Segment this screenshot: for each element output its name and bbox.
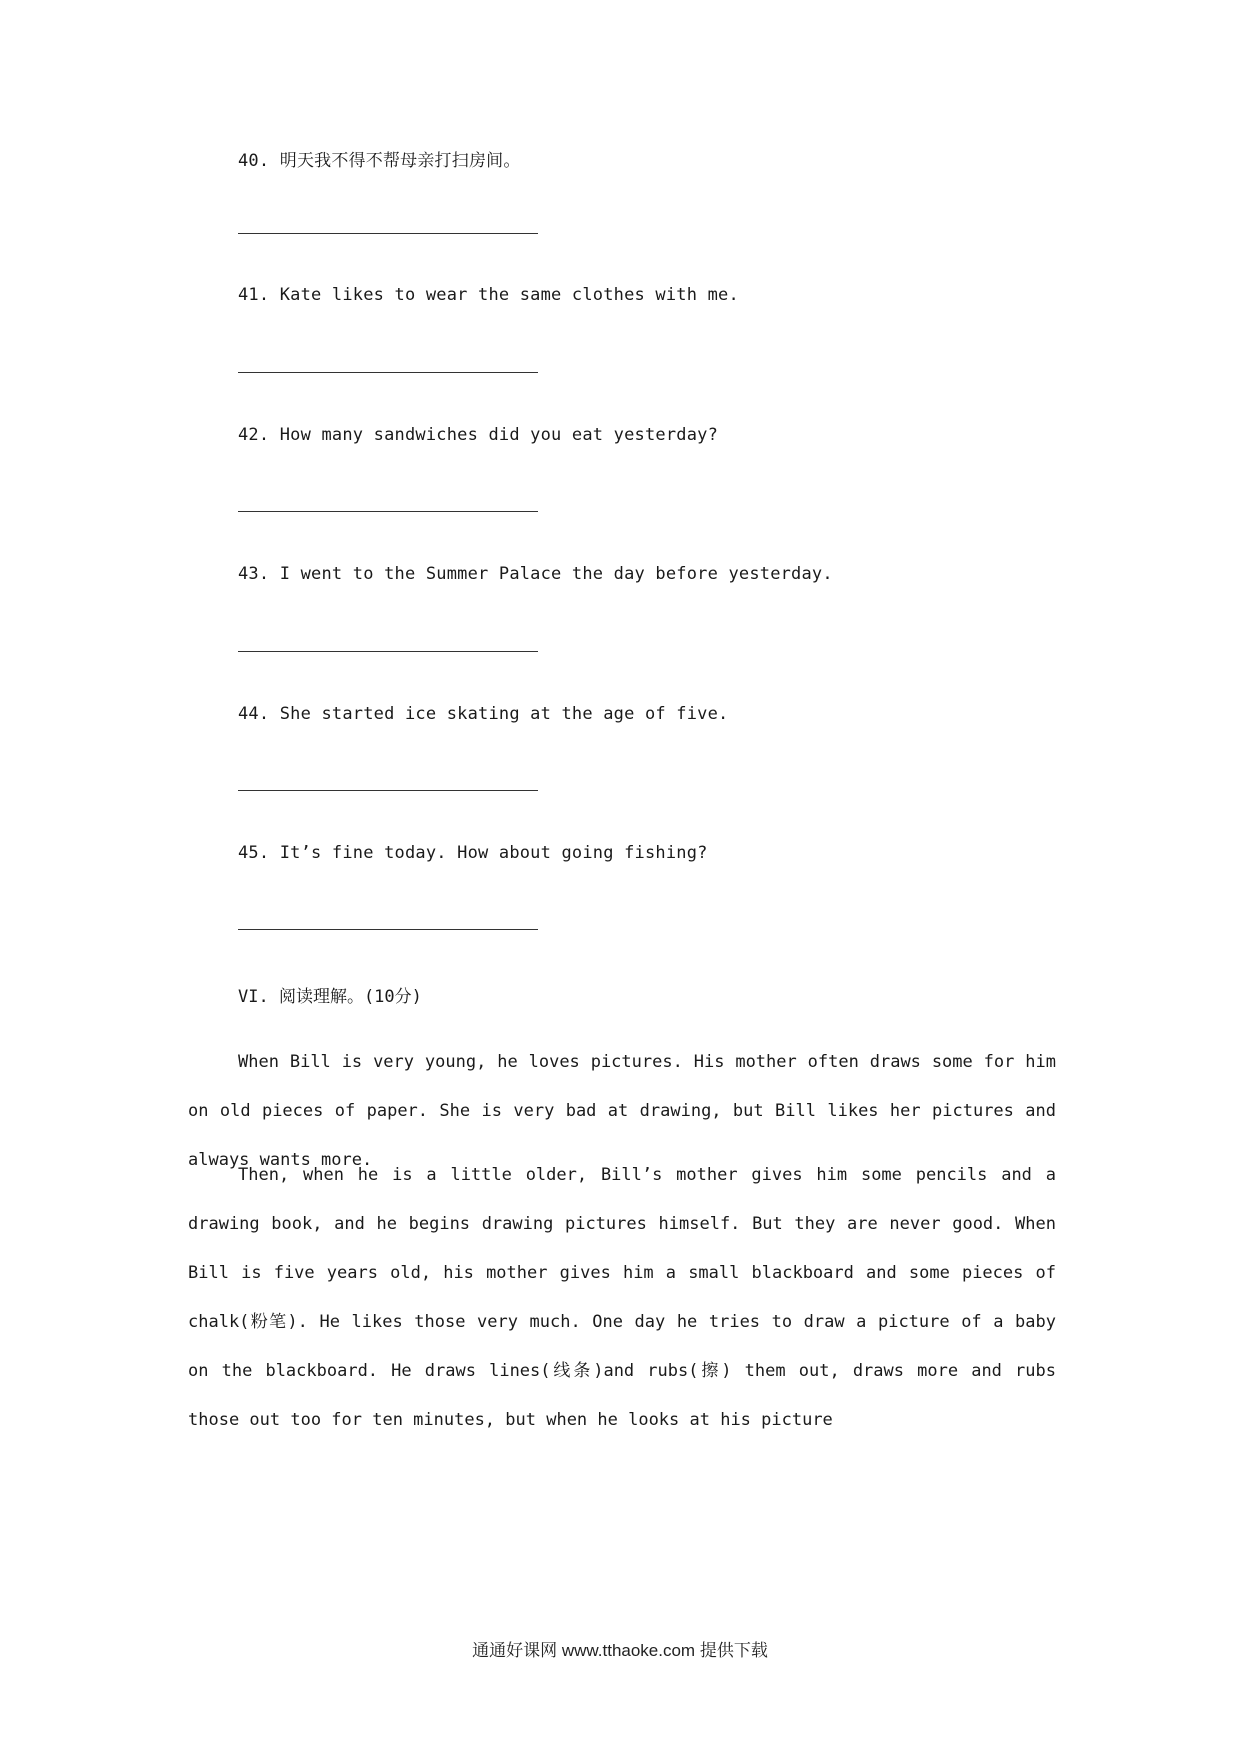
answer-blank-44[interactable] <box>238 790 538 791</box>
question-43 <box>238 564 833 584</box>
question-41 <box>238 285 739 305</box>
question-text: I went to the Summer Palace the day before yesterday. <box>279 564 833 584</box>
question-text: Kate likes to wear the same clothes with me. <box>279 285 739 305</box>
question-number: 45. <box>238 843 270 863</box>
question-number: 40. <box>238 151 270 171</box>
question-40 <box>238 146 521 171</box>
page-footer: 通通好课网 www.tthaoke.com 提供下载 <box>472 1641 768 1660</box>
answer-blank-41[interactable] <box>238 372 538 373</box>
question-number: 41. <box>238 285 270 305</box>
question-text: She started ice skating at the age of five. <box>279 704 729 724</box>
question-44 <box>238 704 728 724</box>
answer-blank-40[interactable] <box>238 233 538 234</box>
question-number: 42. <box>238 425 270 445</box>
question-number: 43. <box>238 564 270 584</box>
question-42 <box>238 425 718 445</box>
reading-passage-continued <box>188 1151 1056 1445</box>
passage-paragraph: Then, when he is a little older, Bill’s mother gives him some pencils and a drawing book, and he begins drawing pictures himself. But they are never good. When Bill is five years old, his mother gives him a small blackboard and some pieces of chalk(粉笔). He likes those very much. One day he tries to draw a picture of a baby on the blackboard. He draws lines(线条)and rubs(擦) them out, draws more and rubs those out too for ten minutes, but when he looks at his picture <box>188 1165 1056 1430</box>
question-text: 明天我不得不帮母亲打扫房间。 <box>279 151 521 171</box>
answer-blank-43[interactable] <box>238 651 538 652</box>
answer-blank-45[interactable] <box>238 929 538 930</box>
answer-blank-42[interactable] <box>238 511 538 512</box>
question-number: 44. <box>238 704 270 724</box>
section-heading: VI. 阅读理解。(10分) <box>238 987 422 1007</box>
passage-paragraph: When Bill is very young, he loves pictures. His mother often draws some for him on old pieces of paper. She is very bad at drawing, but Bill likes her pictures and always wants more. <box>188 1052 1056 1170</box>
question-45 <box>238 843 708 863</box>
question-text: It’s fine today. How about going fishing? <box>279 843 708 863</box>
question-text: How many sandwiches did you eat yesterday? <box>279 425 719 445</box>
